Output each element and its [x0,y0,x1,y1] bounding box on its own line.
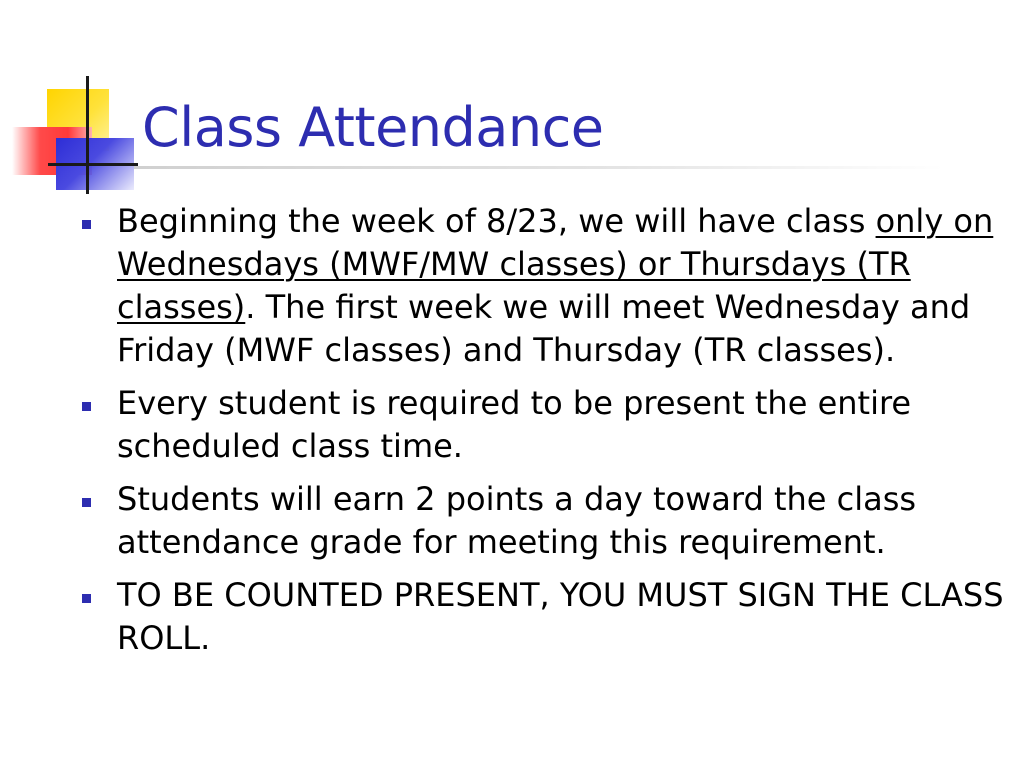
bullet-item-presence [80,382,1010,468]
bullet-item-sign-roll [80,574,1010,660]
bullet-text-underlined: only on Wednesdays (MWF/MW classes) or Thursdays (TR classes) [117,202,994,326]
logo-vertical-line [86,76,89,194]
bullet-list [80,200,1010,670]
bullet-item-points [80,478,1010,564]
square-bullet-icon [82,498,91,507]
bullet-text: Students will earn 2 points a day toward the class attendance grade for meeting this requirement. [117,480,917,561]
logo-horizontal-line [48,163,138,166]
slide-title: Class Attendance [142,96,604,159]
square-bullet-icon [82,220,91,229]
bullet-text-after: . The first week we will meet Wednesday and Friday (MWF classes) and Thursday (TR classes). [117,288,971,369]
title-underline-rule [134,166,944,169]
bullet-item-week-schedule [80,200,1010,372]
square-bullet-icon [82,402,91,411]
bullet-text-intro: Beginning the week of 8/23, we will have class [117,202,876,240]
bullet-text: TO BE COUNTED PRESENT, YOU MUST SIGN THE CLASS ROLL. [117,576,1004,657]
bullet-text: Every student is required to be present the entire scheduled class time. [117,384,912,465]
square-bullet-icon [82,594,91,603]
